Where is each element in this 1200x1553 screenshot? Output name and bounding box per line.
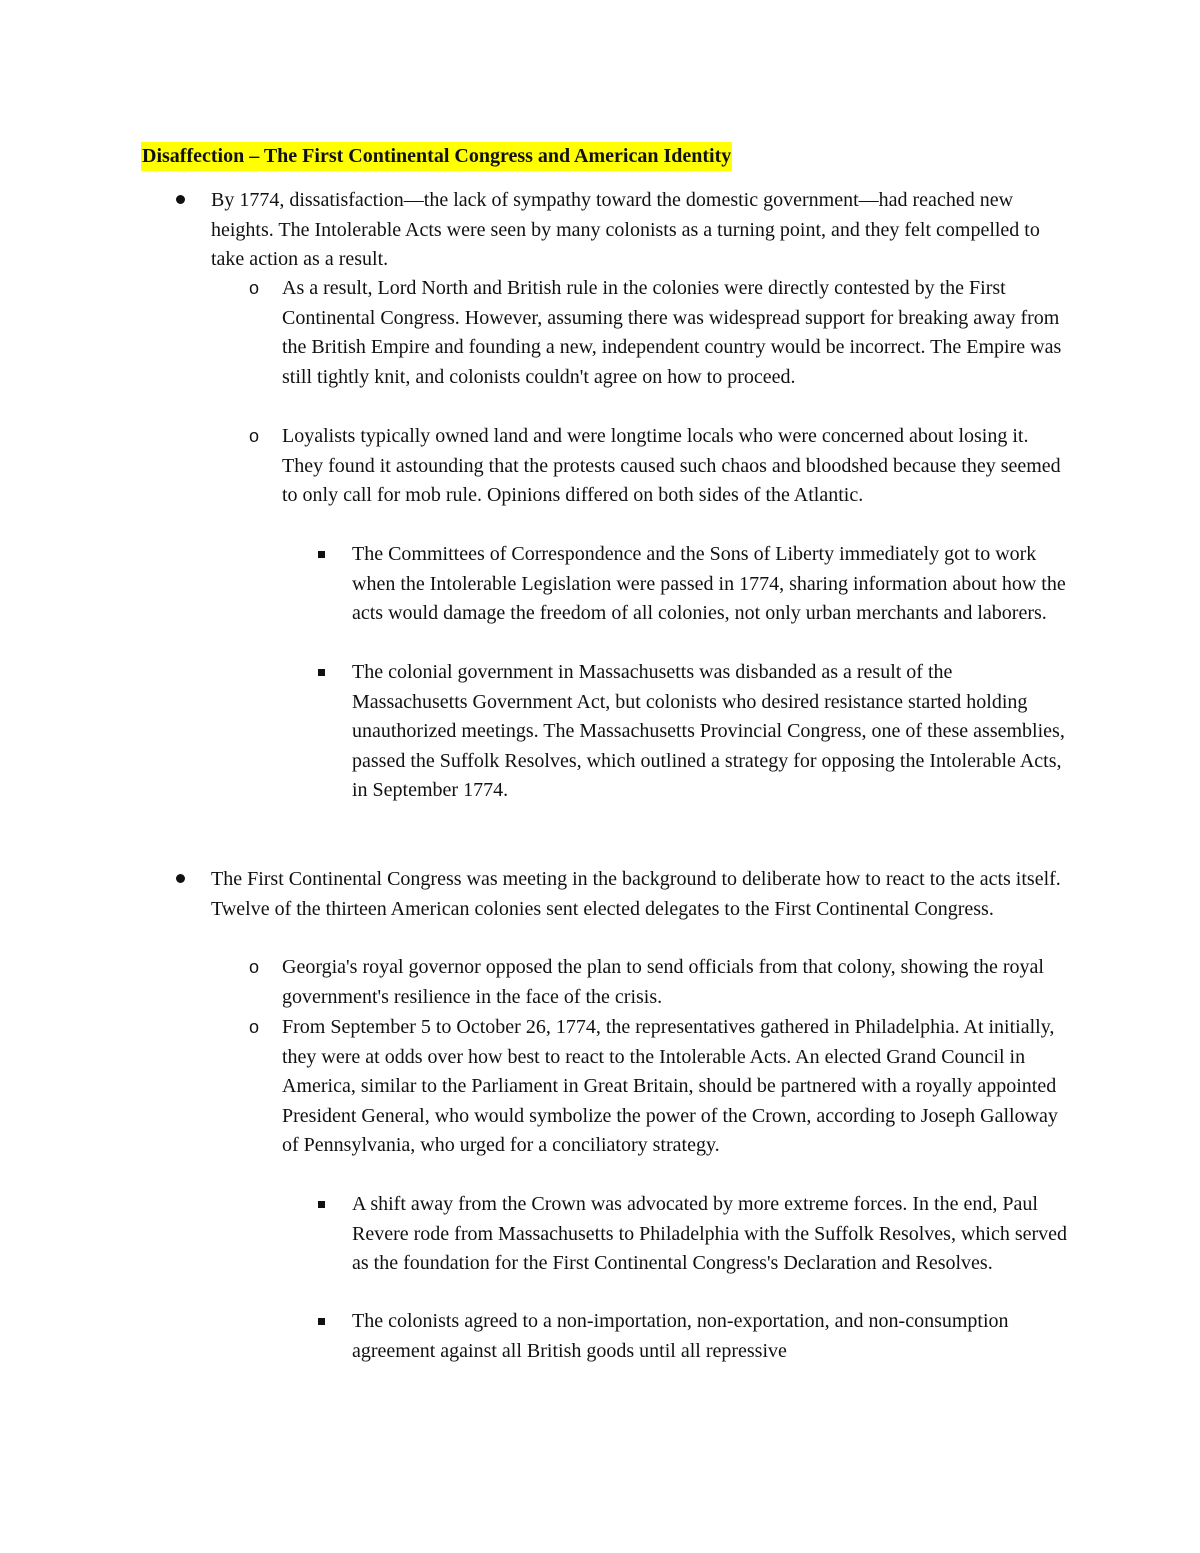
sub-sub-bullet-item: The colonists agreed to a non-importation, non-exportation, and non-consumption agreement against all British goods until all repressive (352, 1310, 1009, 1362)
sub-bullet-marker: o (249, 278, 260, 298)
square-bullet-icon (318, 551, 325, 558)
bullet-item: The First Continental Congress was meeting in the background to deliberate how to react to the acts itself. Twelve of the thirteen American colonies sent elected delegates to the First Continental Congress. (211, 868, 1061, 920)
sub-sub-bullet-item: The colonial government in Massachusetts was disbanded as a result of the Massachusetts Government Act, but colonists who desired resistance started holding unauthorized meetings. The Massachusetts Provincial Congress, one of these assemblies, passed the Suffolk Resolves, which outlined a strategy for opposing the Intolerable Acts, in September 1774. (352, 661, 1065, 801)
sub-sub-bullet-item: The Committees of Correspondence and the Sons of Liberty immediately got to work when the Intolerable Legislation were passed in 1774, sharing information about how the acts would damage the freedom of all colonies, not only urban merchants and laborers. (352, 543, 1066, 624)
page-title: Disaffection – The First Continental Congress and American Identity (141, 142, 732, 171)
sub-bullet-marker: o (249, 1017, 260, 1037)
sub-sub-bullet-item: A shift away from the Crown was advocated by more extreme forces. In the end, Paul Revere rode from Massachusetts to Philadelphia with the Suffolk Resolves, which served as the foundation for the First Continental Congress's Declaration and Resolves. (352, 1193, 1068, 1274)
bullet-dot-icon (176, 195, 185, 204)
sub-bullet-marker: o (249, 426, 260, 446)
square-bullet-icon (318, 1318, 325, 1325)
bullet-item: By 1774, dissatisfaction—the lack of sympathy toward the domestic government—had reached new heights. The Intolerable Acts were seen by many colonists as a turning point, and they felt compelled to take action as a result. (211, 189, 1040, 270)
bullet-dot-icon (176, 874, 185, 883)
square-bullet-icon (318, 1201, 325, 1208)
sub-bullet-item: Loyalists typically owned land and were longtime locals who were concerned about losing it. They found it astounding that the protests caused such chaos and bloodshed because they seemed to only call for mob rule. Opinions differed on both sides of the Atlantic. (282, 425, 1061, 506)
sub-bullet-item: Georgia's royal governor opposed the plan to send officials from that colony, showing the royal government's resilience in the face of the crisis. (282, 956, 1044, 1008)
sub-bullet-item: As a result, Lord North and British rule in the colonies were directly contested by the First Continental Congress. However, assuming there was widespread support for breaking away from the British Empire and founding a new, independent country would be incorrect. The Empire was still tightly knit, and colonists couldn't agree on how to proceed. (282, 277, 1062, 388)
sub-bullet-marker: o (249, 957, 260, 977)
sub-bullet-item: From September 5 to October 26, 1774, the representatives gathered in Philadelphia. At initially, they were at odds over how best to react to the Intolerable Acts. An elected Grand Council in America, similar to the Parliament in Great Britain, should be partnered with a royally appointed President General, who would symbolize the power of the Crown, according to Joseph Galloway of Pennsylvania, who urged for a conciliatory strategy. (282, 1016, 1058, 1156)
square-bullet-icon (318, 669, 325, 676)
